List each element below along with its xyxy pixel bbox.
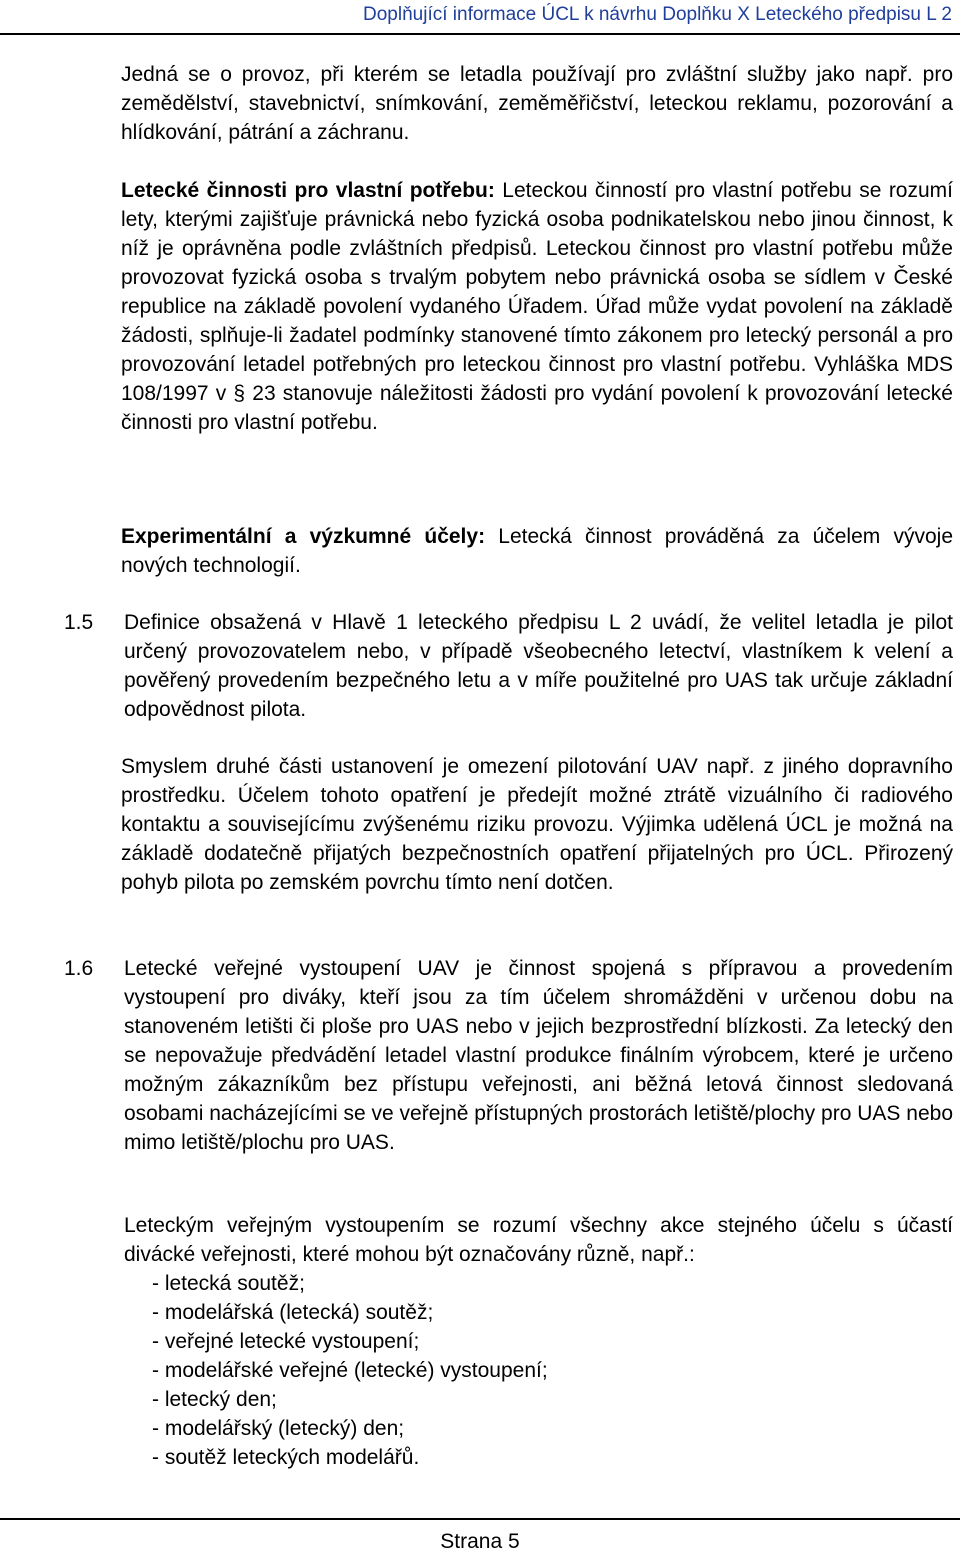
experimental-heading: Experimentální a výzkumné účely: <box>121 525 486 548</box>
section-number-1-5: 1.5 <box>64 611 94 634</box>
experimental-paragraph <box>121 522 953 580</box>
list-item: - letecký den; <box>152 1388 277 1411</box>
section-1-5-paragraph-2: Smyslem druhé části ustanovení je omezení pilotování UAV např. z jiného dopravního prostředku. Účelem tohoto opatření je předejít možné ztrátě vizuálního či radiového kontaktu a souvisejícímu zvýšenému riziku provozu. Výjimka udělená ÚCL je možná na základě dodatečně přijatých bezpečnostních opatření přijatelných pro ÚCL. Přirozený pohyb pilota po zemském povrchu tímto není dotčen. <box>121 755 953 894</box>
intro-paragraph: Jedná se o provoz, při kterém se letadla používají pro zvláštní služby jako např. pro zemědělství, stavebnictví, snímkování, zeměměřičství, leteckou reklamu, pozorování a hlídkování, pátrání a záchranu. <box>121 63 953 144</box>
section-number-1-6: 1.6 <box>64 957 94 980</box>
experimental-text: Letecká činnost prováděná za účelem vývoje nových technologií. <box>121 525 953 577</box>
list-item: - letecká soutěž; <box>152 1272 305 1295</box>
event-type-list <box>152 1269 548 1472</box>
section-1-5-paragraph: Definice obsažená v Hlavě 1 leteckého předpisu L 2 uvádí, že velitel letadla je pilot určený provozovatelem nebo, v případě všeobecného letectví, vlastníkem k velení a pověřený provedením bezpečného letu a v míře použitelné pro UAS tak určuje základní odpovědnost pilota. <box>124 611 953 721</box>
own-need-paragraph <box>121 176 953 437</box>
list-item: - modelářská (letecká) soutěž; <box>152 1301 434 1324</box>
own-need-text: Leteckou činností pro vlastní potřebu se rozumí lety, kterými zajišťuje právnická nebo fyzická osoba podnikatelskou nebo jinou činnost, k níž je oprávněna podle zvláštních předpisů. Leteckou činnost pro vlastní potřebu může provozovat fyzická osoba s trvalým pobytem nebo právnická osoba se sídlem v České republice na základě povolení vydaného Úřadem. Úřad může vydat povolení na základě žádosti, splňuje-li žadatel podmínky stanovené tímto zákonem pro letecký personál a pro provozování letadel potřebných pro leteckou činnost pro vlastní potřebu. Vyhláška MDS 108/1997 v § 23 stanovuje náležitosti žádosti pro vydání povolení k provozování letecké činnosti pro vlastní potřebu. <box>121 179 953 434</box>
list-item: - modelářské veřejné (letecké) vystoupení; <box>152 1359 548 1382</box>
footer-divider <box>0 1518 960 1520</box>
header-title: Doplňující informace ÚCL k návrhu Doplňku X Leteckého předpisu L 2 <box>363 4 952 25</box>
list-item: - modelářský (letecký) den; <box>152 1417 405 1440</box>
page-number: Strana 5 <box>440 1530 520 1553</box>
list-item: - soutěž leteckých modelářů. <box>152 1446 420 1469</box>
own-need-heading: Letecké činnosti pro vlastní potřebu: <box>121 179 495 202</box>
page-header <box>0 0 960 35</box>
section-1-6-paragraph-2: Leteckým veřejným vystoupením se rozumí všechny akce stejného účelu s účastí divácké veřejnosti, které mohou být označovány různě, např.: <box>124 1214 953 1266</box>
section-1-6-paragraph: Letecké veřejné vystoupení UAV je činnost spojená s přípravou a provedením vystoupení pro diváky, kteří jsou za tím účelem shromážděni v určenou dobu na stanoveném letišti či ploše pro UAS nebo v jejich bezprostřední blízkosti. Za letecký den se nepovažuje předvádění letadel vlastní produkce finálním výrobcem, které je určeno možným zákazníkům bez přístupu veřejnosti, ani běžná letová činnost sledovaná osobami nacházejícími se ve veřejně přístupných prostorách letiště/plochy pro UAS nebo mimo letiště/plochu pro UAS. <box>124 957 953 1154</box>
list-item: - veřejné letecké vystoupení; <box>152 1330 420 1353</box>
